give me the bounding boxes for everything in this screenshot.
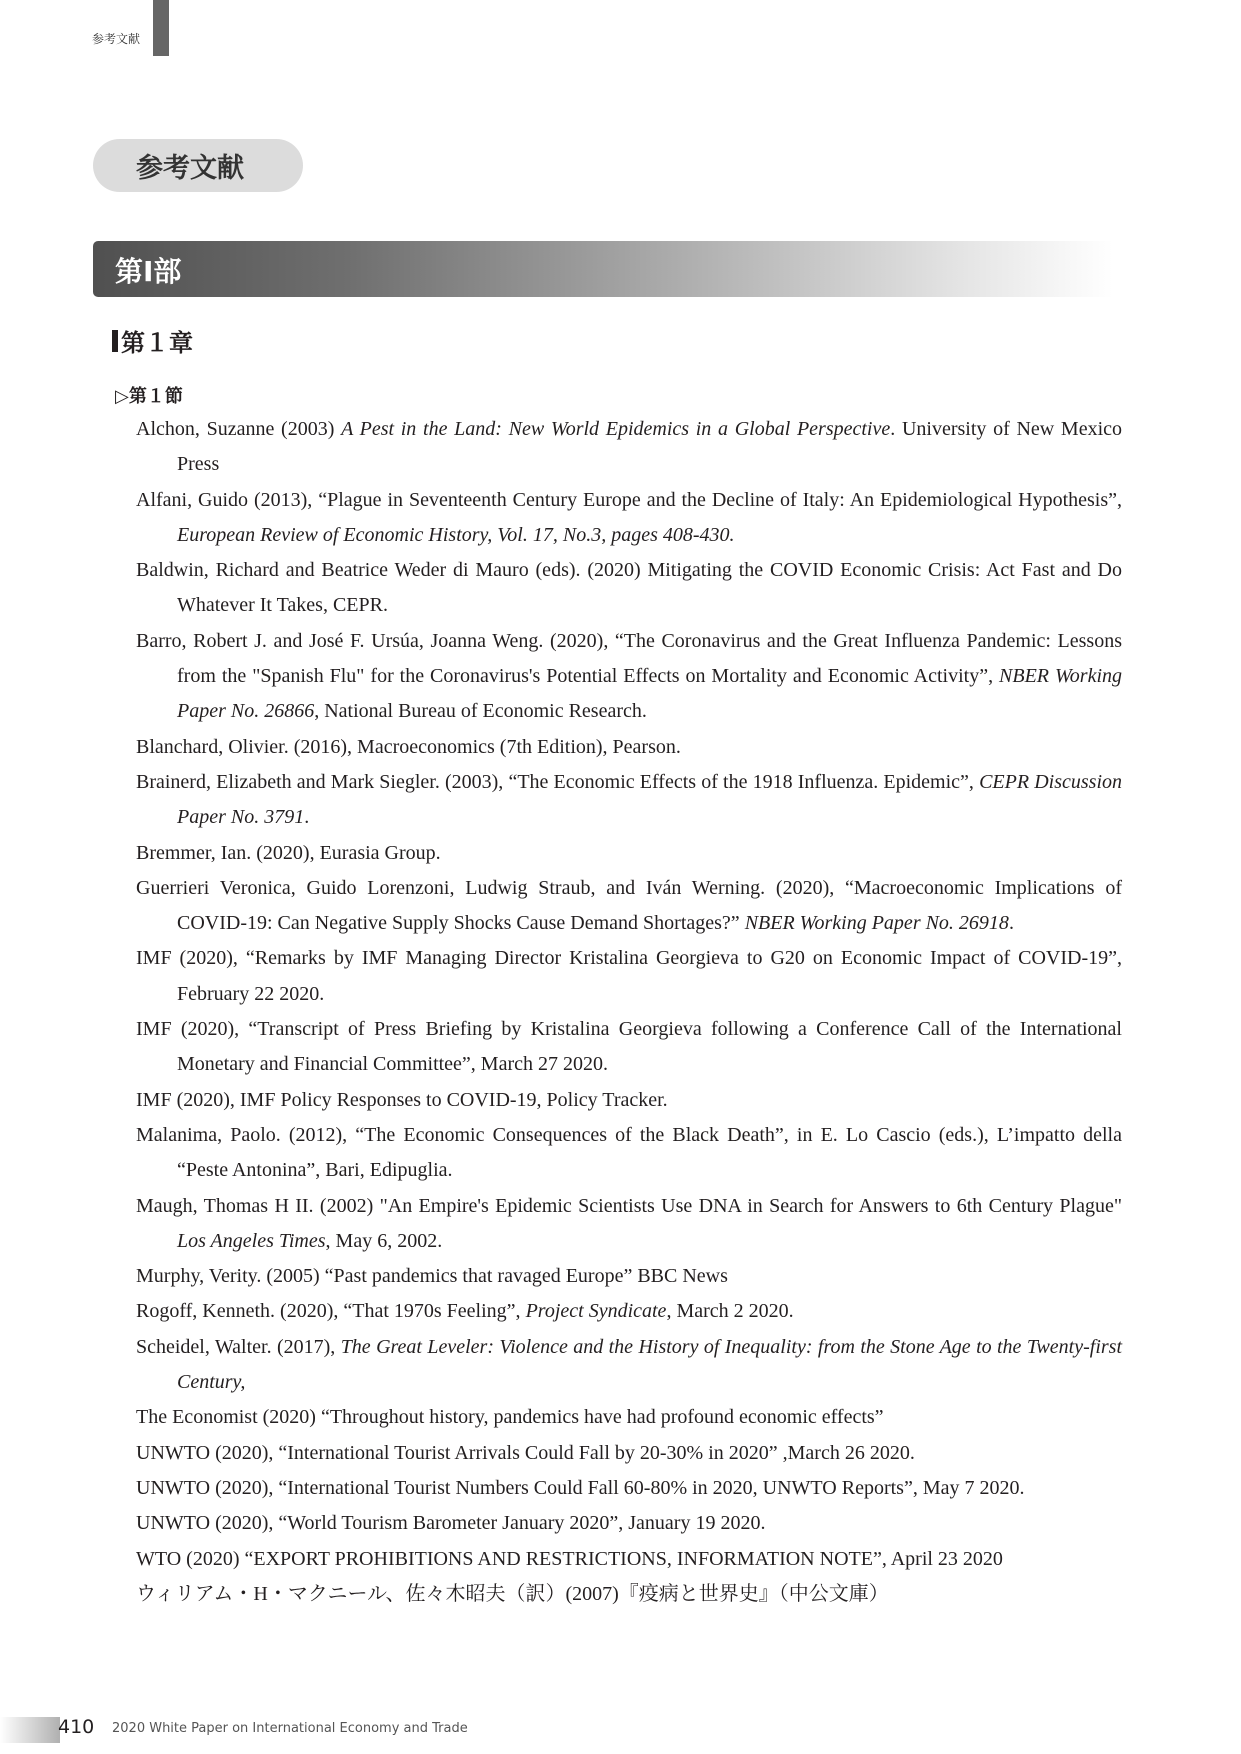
reference-text: UNWTO (2020), “International Tourist Numbers Could Fall 60-80% in 2020, UNWTO Reports”, May 7 2020. [136,1476,1025,1499]
chapter-heading [112,323,193,358]
page-title: 参考文献 [93,139,303,192]
reference-text: . University of New Mexico Press [177,418,1122,476]
reference-entry [136,836,1122,871]
reference-text: IMF (2020), “Transcript of Press Briefing by Kristalina Georgieva following a Conference Call of the International Monetary and Financial Committee”, March 27 2020. [136,1018,1122,1076]
part-heading-bar [93,241,1113,297]
reference-entry [136,1259,1122,1294]
reference-entry [136,1471,1122,1506]
reference-italic-text: NBER Working Paper No. 26866 [177,665,1123,723]
reference-text: Guerrieri Veronica, Guido Lorenzoni, Ludwig Straub, and Iván Werning. (2020), “Macroeconomic Implications of COVID-19: Can Negative Supply Shocks Cause Demand Shortages?” [136,876,1122,935]
reference-text: , March 2 2020. [666,1300,794,1323]
reference-entry [136,871,1122,942]
reference-text: IMF (2020), IMF Policy Responses to COVID-19, Policy Tracker. [136,1088,668,1111]
reference-entry [136,1400,1122,1435]
reference-entry [136,1330,1122,1401]
reference-text: Bremmer, Ian. (2020), Eurasia Group. [136,841,441,864]
reference-text: Alfani, Guido (2013), “Plague in Seventeenth Century Europe and the Decline of Italy: An Epidemiological Hypothesis”, [136,488,1122,511]
reference-entry [136,765,1122,836]
reference-entry [136,1506,1122,1541]
reference-italic-text: Project Syndicate [525,1300,667,1323]
reference-italic-text: The Great Leveler: Violence and the History of Inequality: from the Stone Age to the Twenty-first Century, [177,1335,1123,1394]
reference-italic-text: European Review of Economic History, Vol. 17, No.3, pages 408-430. [177,523,735,546]
reference-text: Brainerd, Elizabeth and Mark Siegler. (2003), “The Economic Effects of the 1918 Influenza. Epidemic”, [136,770,980,793]
reference-text: UNWTO (2020), “International Tourist Arrivals Could Fall by 20-30% in 2020” ,March 26 2020. [136,1441,915,1464]
reference-italic-text: Los Angeles Times [177,1229,326,1252]
reference-entry [136,1118,1122,1189]
reference-entry [136,1436,1122,1471]
part-title: 第Ⅰ部 [115,255,182,288]
reference-list [136,412,1122,1612]
reference-entry [136,624,1122,730]
footer-publication: 2020 White Paper on International Economy and Trade [112,1721,468,1736]
reference-text: Scheidel, Walter. (2017), [136,1335,341,1358]
chapter-title: 第１章 [121,329,193,357]
reference-text: WTO (2020) “EXPORT PROHIBITIONS AND RESTRICTIONS, INFORMATION NOTE”, April 23 2020 [136,1547,1003,1570]
reference-text: , May 6, 2002. [325,1229,443,1252]
reference-entry [136,412,1122,483]
reference-text: Rogoff, Kenneth. (2020), “That 1970s Feeling”, [136,1300,526,1323]
reference-entry [136,1012,1122,1083]
reference-text: . [304,806,310,829]
reference-entry [136,1542,1122,1577]
reference-entry [136,1083,1122,1118]
reference-text: Murphy, Verity. (2005) “Past pandemics that ravaged Europe” BBC News [136,1265,728,1288]
header-tab-bar [153,0,169,56]
reference-text: Baldwin, Richard and Beatrice Weder di Mauro (eds). (2020) Mitigating the COVID Economic Crisis: Act Fast and Do Whatever It Takes, CEPR. [136,559,1122,617]
reference-text: UNWTO (2020), “World Tourism Barometer January 2020”, January 19 2020. [136,1512,766,1535]
reference-entry [136,1189,1122,1260]
reference-text: Barro, Robert J. and José F. Ursúa, Joanna Weng. (2020), “The Coronavirus and the Great Influenza Pandemic: Lessons from the "Spanish Flu" for the Coronavirus's Potential Effects on Mortality and Economic Activity”, [136,629,1122,688]
section-heading: ▷第１節 [115,386,183,407]
reference-entry [136,730,1122,765]
reference-entry [136,1294,1122,1329]
reference-entry [136,941,1122,1012]
reference-entry [136,553,1122,624]
reference-text: The Economist (2020) “Throughout history, pandemics have had profound economic effects” [136,1406,884,1429]
reference-text: IMF (2020), “Remarks by IMF Managing Director Kristalina Georgieva to G20 on Economic Impact of COVID-19”, February 22 2020. [136,947,1122,1005]
reference-text: ウィリアム・H・マクニール、佐々木昭夫（訳）(2007)『疫病と世界史』（中公文庫） [136,1582,889,1605]
reference-italic-text: CEPR Discussion Paper No. 3791 [177,770,1122,829]
reference-text: Maugh, Thomas H II. (2002) "An Empire's Epidemic Scientists Use DNA in Search for Answers to 6th Century Plague" [136,1194,1122,1217]
reference-entry [136,483,1122,554]
reference-text: Blanchard, Olivier. (2016), Macroeconomics (7th Edition), Pearson. [136,735,681,758]
chapter-marker-icon [112,330,118,352]
running-header: 参考文献 [92,32,141,46]
reference-italic-text: A Pest in the Land: New World Epidemics in a Global Perspective [341,418,891,440]
reference-italic-text: NBER Working Paper No. 26918 [744,912,1009,935]
reference-text: . [1008,912,1014,935]
reference-text: , National Bureau of Economic Research. [314,700,647,723]
reference-entry [136,1577,1122,1612]
reference-text: Malanima, Paolo. (2012), “The Economic Consequences of the Black Death”, in E. Lo Cascio (eds.), L’impatto della “Peste Antonina”, Bari, Edipuglia. [136,1123,1122,1182]
footer-gradient-bar [0,1717,60,1743]
page-number: 410 [58,1716,95,1738]
reference-text: Alchon, Suzanne (2003) [136,418,342,440]
